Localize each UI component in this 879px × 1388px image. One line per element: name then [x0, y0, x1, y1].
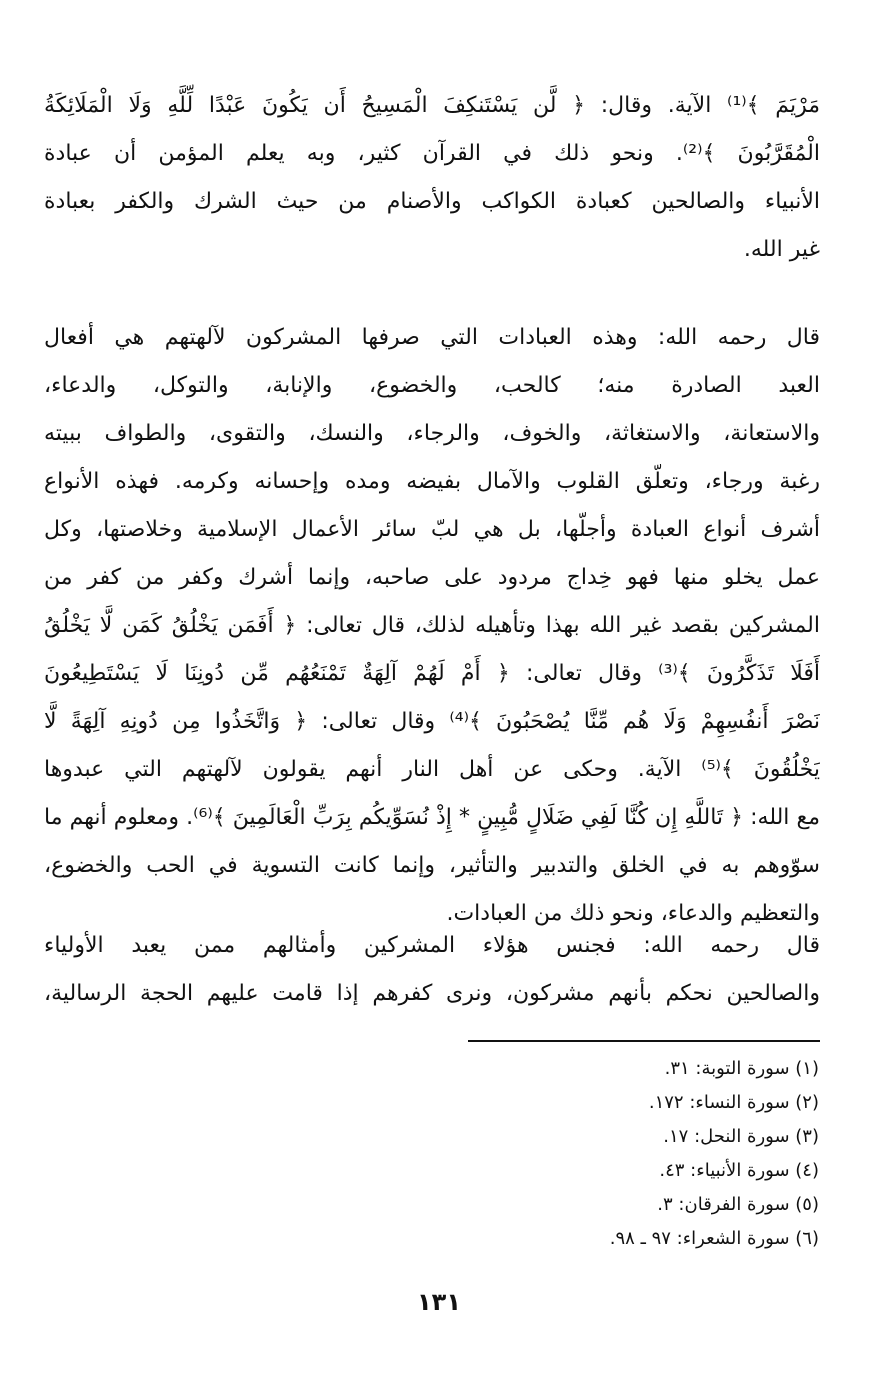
text-line: العبد الصادرة منه؛ كالحب، والخضوع، والإنابة، والتوكل، والدعاء، [44, 373, 820, 398]
text-line: الأنبياء والصالحين كعبادة الكواكب والأصنام من حيث الشرك والكفر بعبادة [44, 189, 820, 214]
footnote-item: (٤) سورة الأنبياء: ٤٣. [659, 1160, 819, 1181]
text-line: مع الله: ﴿ تَاللَّهِ إِن كُنَّا لَفِي ضَلَالٍ مُّبِينٍ * إِذْ نُسَوِّيكُم بِرَبِّ الْعَالَمِينَ ﴾⁽⁶⁾. ومعلوم أنهم ما [44, 805, 820, 830]
text-line: رغبة ورجاء، وتعلّق القلوب والآمال بفيضه ومده وإحسانه وكرمه. فهذه الأنواع [44, 469, 820, 494]
page-number: ١٣١ [417, 1288, 461, 1316]
text-line: قال رحمه الله: فجنس هؤلاء المشركين وأمثالهم ممن يعبد الأولياء [44, 933, 820, 958]
text-line: أشرف أنواع العبادة وأجلّها، بل هي لبّ سائر الأعمال الإسلامية وخلاصتها، وكل [44, 517, 820, 542]
text-line: قال رحمه الله: وهذه العبادات التي صرفها المشركون لآلهتهم هي أفعال [44, 325, 820, 350]
footnote-item: (٣) سورة النحل: ١٧. [663, 1126, 819, 1147]
footnote-separator [468, 1040, 820, 1042]
text-line: يَخْلُقُونَ ﴾⁽⁵⁾ الآية. وحكى عن أهل النار أنهم يقولون لآلهتهم التي عبدوها [44, 757, 820, 782]
text-line: مَرْيَمَ ﴾⁽¹⁾ الآية. وقال: ﴿ لَّن يَسْتَنكِفَ الْمَسِيحُ أَن يَكُونَ عَبْدًا لِّلَّهِ وَلَا الْمَلَائِكَةُ [44, 93, 820, 118]
paragraph-1 [44, 82, 820, 274]
footnote-item: (٥) سورة الفرقان: ٣. [657, 1194, 819, 1215]
paragraph-2 [44, 314, 820, 938]
footnote-item: (٦) سورة الشعراء: ٩٧ ـ ٩٨. [609, 1228, 819, 1249]
footnotes [419, 1052, 819, 1256]
text-line: نَصْرَ أَنفُسِهِمْ وَلَا هُم مِّنَّا يُصْحَبُونَ ﴾⁽⁴⁾ وقال تعالى: ﴿ وَاتَّخَذُوا مِن دُونِهِ آلِهَةً لَّا [44, 709, 820, 734]
text-line: سوّوهم به في الخلق والتدبير والتأثير، وإنما كانت التسوية في الحب والخضوع، [44, 853, 820, 878]
text-line: الْمُقَرَّبُونَ ﴾⁽²⁾. ونحو ذلك في القرآن كثير، وبه يعلم المؤمن أن عبادة [44, 141, 820, 166]
text-line: والصالحين نحكم بأنهم مشركون، ونرى كفرهم إذا قامت عليهم الحجة الرسالية، [44, 981, 820, 1006]
text-line: المشركين بقصد غير الله بهذا وتأهيله لذلك، قال تعالى: ﴿ أَفَمَن يَخْلُقُ كَمَن لَّا يَخْلُقُ [44, 613, 820, 638]
footnote-item: (١) سورة التوبة: ٣١. [664, 1058, 819, 1079]
text-line: والتعظيم والدعاء، ونحو ذلك من العبادات. [446, 901, 820, 926]
footnote-item: (٢) سورة النساء: ١٧٢. [648, 1092, 819, 1113]
text-line: والاستعانة، والاستغاثة، والخوف، والرجاء، والنسك، والتقوى، والطواف ببيته [44, 421, 820, 446]
text-line: أَفَلَا تَذَكَّرُونَ ﴾⁽³⁾ وقال تعالى: ﴿ أَمْ لَهُمْ آلِهَةٌ تَمْنَعُهُم مِّن دُونِنَا لَا يَسْتَطِيعُونَ [44, 661, 820, 686]
text-line: عمل يخلو منها فهو خِداج مردود على صاحبه، وإنما أشرك وكفر من كفر من [44, 565, 820, 590]
text-line: غير الله. [743, 237, 820, 262]
paragraph-3 [44, 922, 820, 1018]
